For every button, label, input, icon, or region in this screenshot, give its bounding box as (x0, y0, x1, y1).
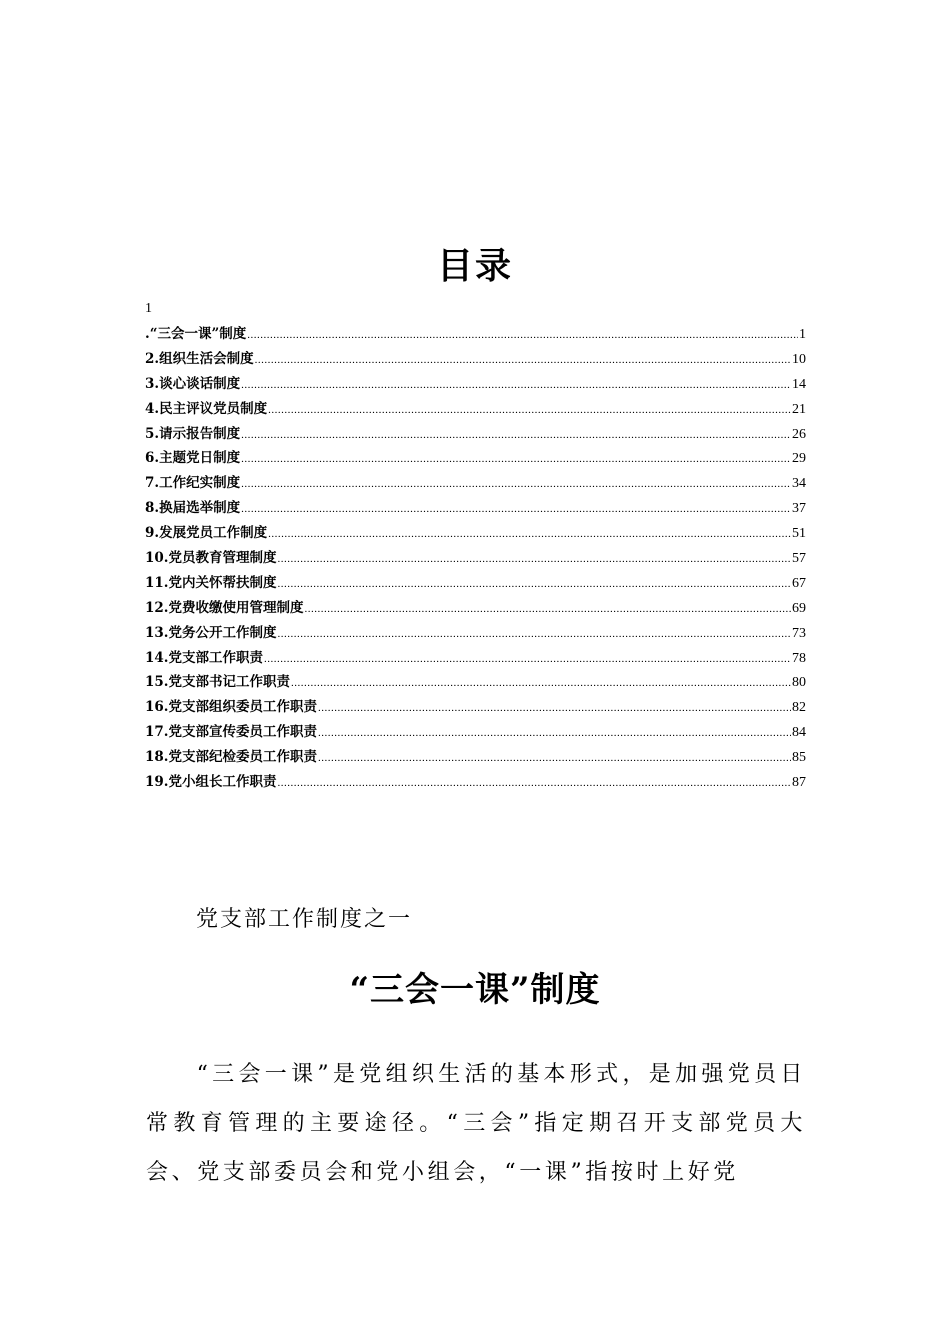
toc-leader-dots (255, 348, 791, 373)
toc-entry-page: 78 (792, 650, 806, 666)
toc-entry[interactable] (145, 621, 806, 646)
toc-entry[interactable] (145, 471, 806, 496)
toc-entry-label: 12.党费收缴使用管理制度 (145, 599, 304, 616)
toc-entry-page: 84 (792, 725, 806, 741)
toc-entry[interactable] (145, 720, 806, 745)
toc-leader-dots (241, 472, 791, 497)
toc-title: 目录 (436, 245, 513, 287)
toc-entry-label: 6.主题党日制度 (145, 450, 241, 467)
toc-entry[interactable] (145, 770, 806, 795)
toc-list (145, 322, 806, 795)
toc-entry-label: .“三会一课”制度 (145, 326, 247, 342)
toc-entry-page: 1 (799, 327, 806, 342)
toc-entry-label: 7.工作纪实制度 (145, 475, 241, 492)
toc-entry[interactable] (145, 347, 806, 372)
section-title: “三会一课”制度 (349, 970, 601, 1010)
toc-leader-dots (241, 373, 791, 398)
toc-entry[interactable] (145, 670, 806, 695)
toc-entry[interactable] (145, 695, 806, 720)
toc-leader-dots (291, 671, 791, 696)
toc-entry-label: 15.党支部书记工作职责 (145, 674, 290, 691)
toc-entry[interactable] (145, 571, 806, 596)
toc-leader-dots (241, 423, 791, 448)
toc-entry-label: 13.党务公开工作制度 (145, 624, 277, 641)
toc-entry-label: 11.党内关怀帮扶制度 (145, 574, 277, 591)
toc-leader-dots (268, 522, 791, 547)
toc-entry-page: 67 (792, 575, 806, 591)
toc-entry-label: 3.谈心谈话制度 (145, 375, 241, 392)
toc-leader-dots (278, 771, 792, 796)
toc-entry-label: 10.党员教育管理制度 (145, 550, 277, 567)
toc-entry-label: 5.请示报告制度 (145, 425, 241, 442)
toc-entry-label: 8.换届选举制度 (145, 500, 241, 517)
toc-entry[interactable] (145, 322, 806, 347)
toc-leader-dots (318, 746, 791, 771)
toc-entry-page: 82 (792, 700, 806, 716)
toc-entry-label: 14.党支部工作职责 (145, 649, 263, 666)
toc-leader-dots (241, 497, 791, 522)
toc-entry-page: 10 (792, 351, 806, 367)
toc-leader-dots (318, 696, 791, 721)
toc-entry-page: 34 (792, 476, 806, 492)
body-paragraph: “三会一课”是党组织生活的基本形式，是加强党员日常教育管理的主要途径。“三会”指定期召开支部党员大会、党支部委员会和党小组会，“一课”指按时上好党 (146, 1062, 806, 1185)
toc-entry[interactable] (145, 446, 806, 471)
toc-entry-page: 37 (792, 501, 806, 517)
toc-entry-page: 73 (792, 625, 806, 641)
toc-entry-label: 18.党支部纪检委员工作职责 (145, 749, 317, 766)
toc-entry[interactable] (145, 521, 806, 546)
toc-leader-dots (318, 721, 791, 746)
toc-entry-page: 80 (792, 675, 806, 691)
toc-leader-dots (278, 572, 792, 597)
toc-entry-label: 16.党支部组织委员工作职责 (145, 699, 317, 716)
toc-entry[interactable] (145, 397, 806, 422)
toc-entry[interactable] (145, 546, 806, 571)
toc-entry-page: 29 (792, 451, 806, 467)
toc-entry[interactable] (145, 372, 806, 397)
toc-entry-label: 4.民主评议党员制度 (145, 400, 268, 417)
toc-entry[interactable] (145, 422, 806, 447)
toc-leader-dots (268, 398, 791, 423)
toc-leader-dots (305, 597, 792, 622)
toc-entry-label: 19.党小组长工作职责 (145, 774, 277, 791)
toc-entry-page: 51 (792, 526, 806, 542)
toc-first-number: 1 (145, 301, 152, 316)
toc-leader-dots (278, 547, 792, 572)
toc-entry-page: 69 (792, 600, 806, 616)
toc-entry-page: 87 (792, 775, 806, 791)
toc-entry[interactable] (145, 646, 806, 671)
toc-entry-label: 17.党支部宣传委员工作职责 (145, 724, 317, 741)
toc-entry[interactable] (145, 596, 806, 621)
toc-entry-page: 21 (792, 401, 806, 417)
section-series-label: 党支部工作制度之一 (196, 907, 413, 932)
toc-entry-label: 2.组织生活会制度 (145, 350, 254, 367)
toc-leader-dots (278, 622, 792, 647)
toc-leader-dots (247, 323, 798, 348)
toc-entry-label: 9.发展党员工作制度 (145, 525, 268, 542)
toc-entry[interactable] (145, 496, 806, 521)
toc-entry-page: 57 (792, 551, 806, 567)
toc-leader-dots (241, 447, 791, 472)
toc-entry-page: 14 (792, 376, 806, 392)
toc-entry[interactable] (145, 745, 806, 770)
toc-entry-page: 85 (792, 750, 806, 766)
toc-leader-dots (264, 647, 791, 672)
toc-entry-page: 26 (792, 426, 806, 442)
